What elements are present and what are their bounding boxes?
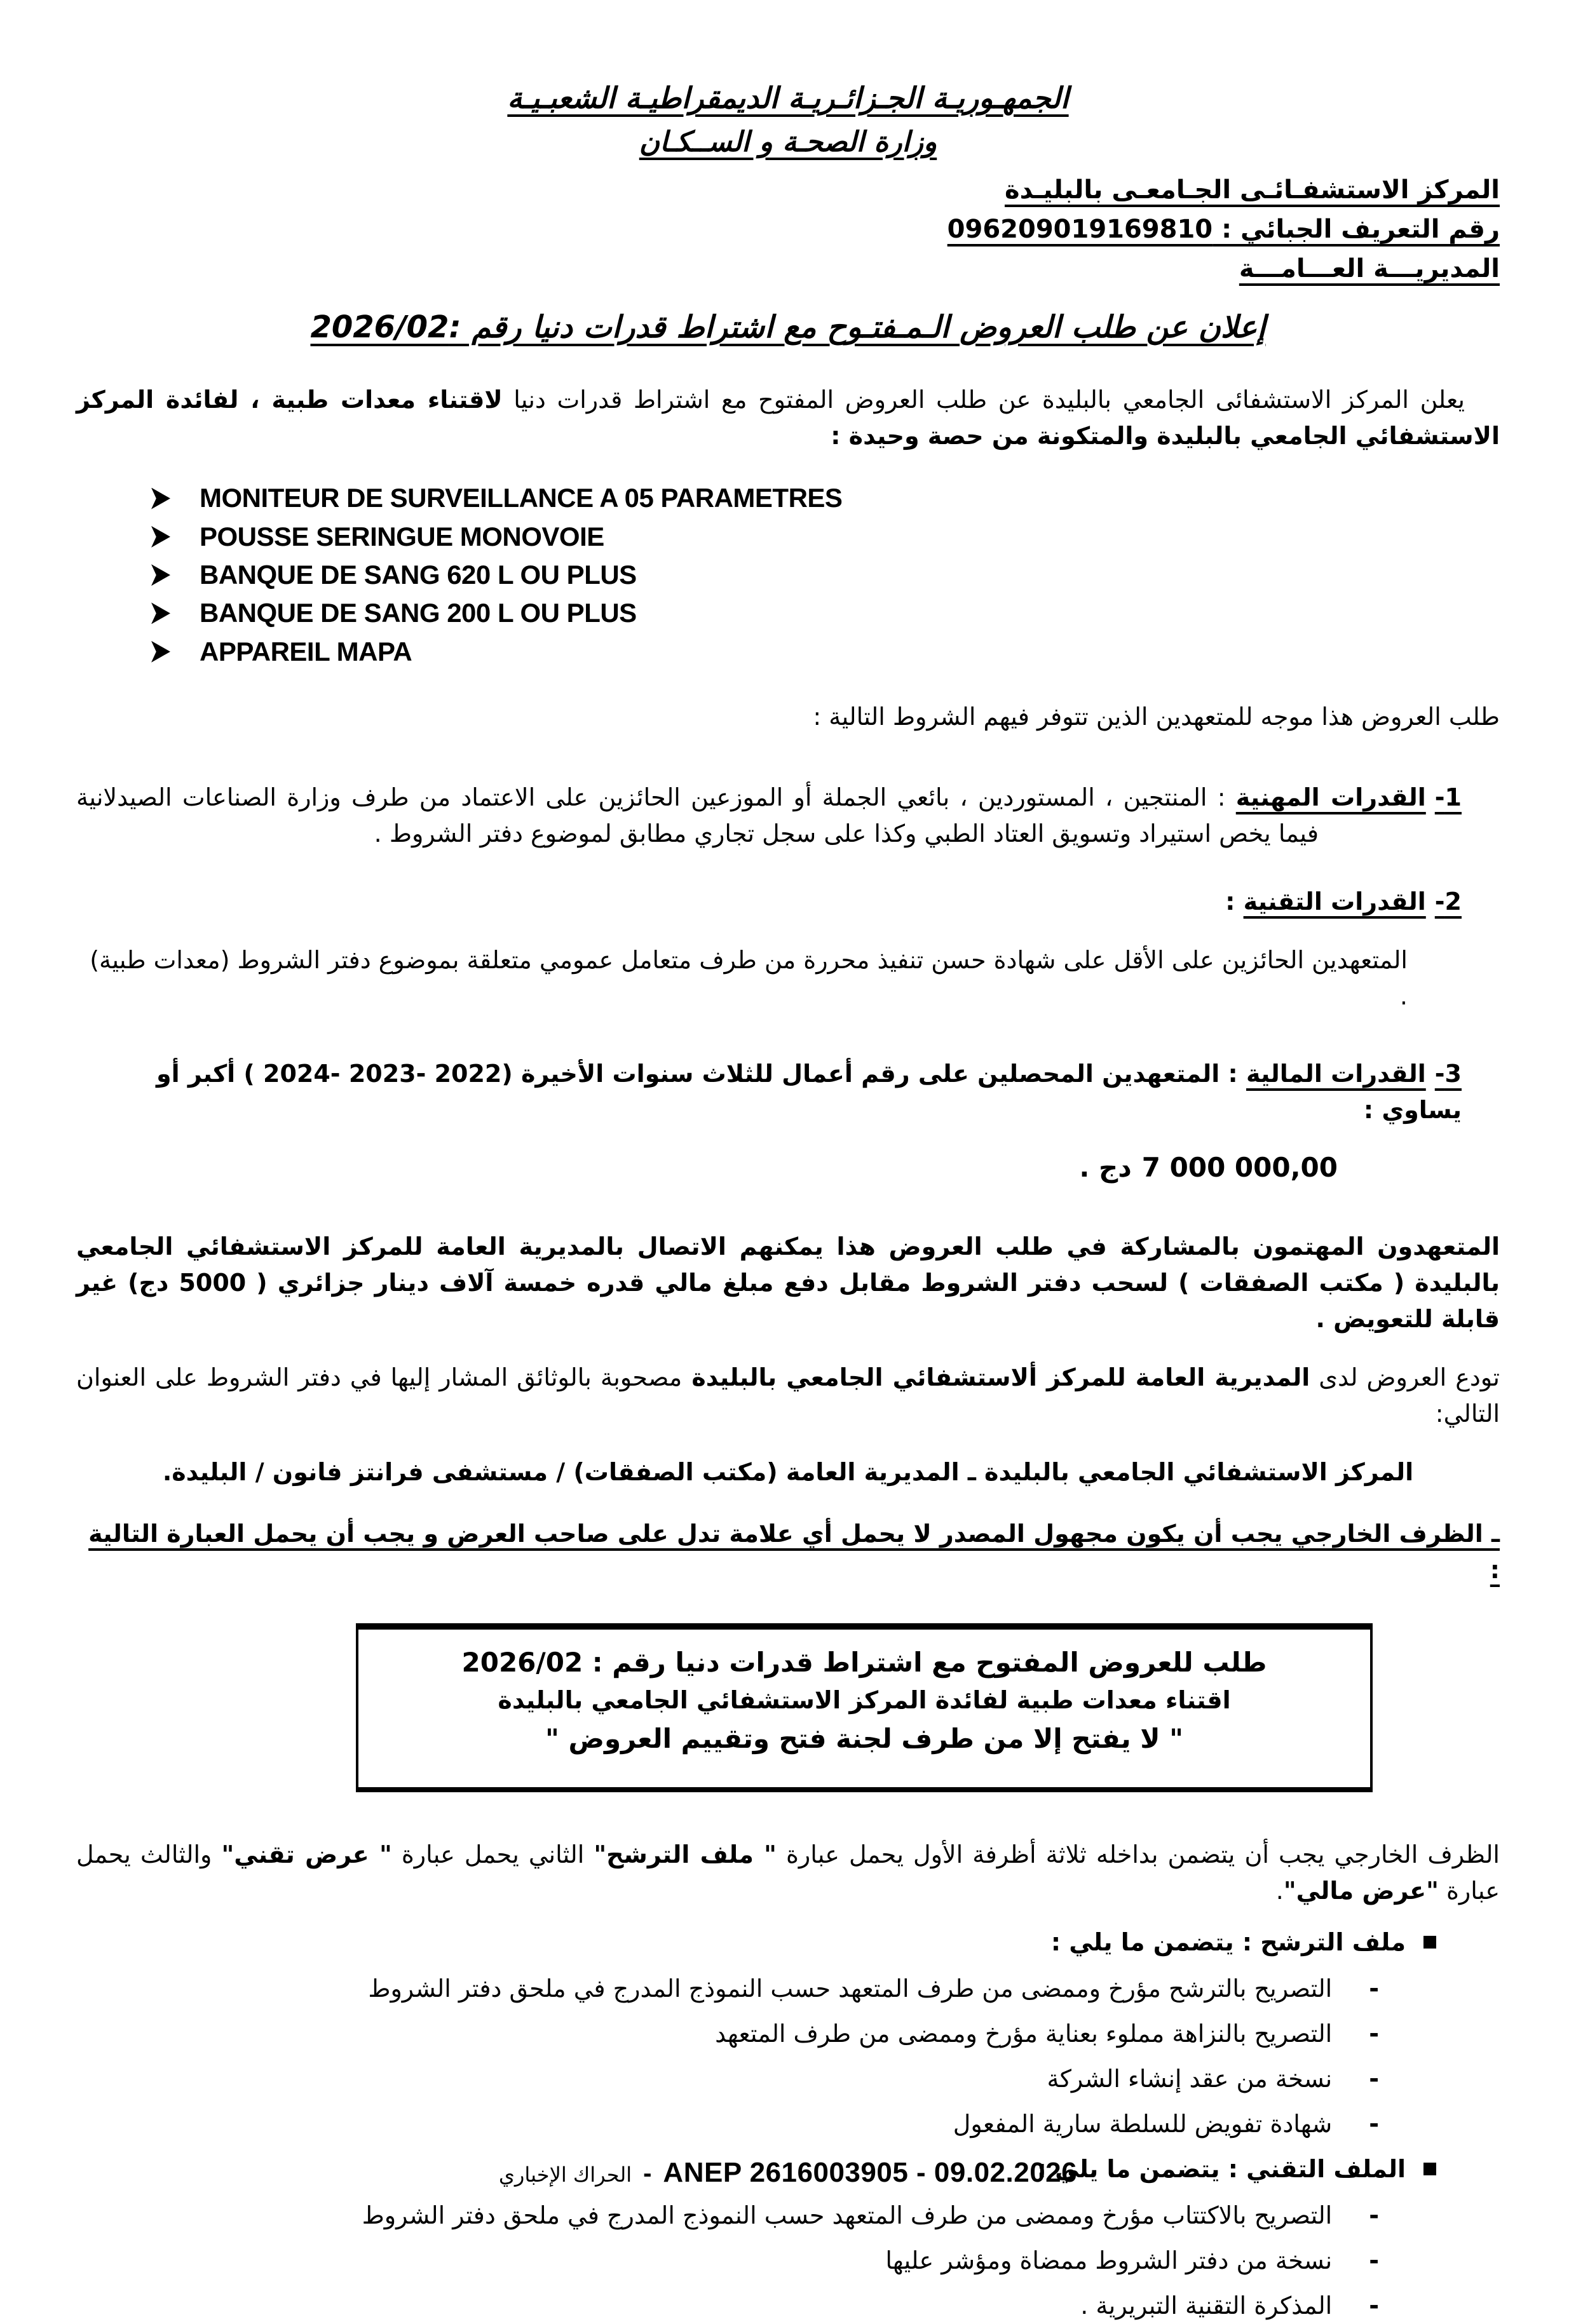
dash-bullet: -: [1369, 2019, 1379, 2048]
lot-label: APPAREIL MAPA: [200, 636, 412, 666]
lot-label: BANQUE DE SANG 200 L OU PLUS: [200, 598, 637, 628]
square-bullet-icon: [1423, 1936, 1436, 1949]
directorate-name: المديريـــة العـــامـــة: [1239, 253, 1500, 283]
submission-pre-text: تودع العروض لدى: [1310, 1363, 1500, 1391]
dash-bullet: -: [1369, 1974, 1379, 2003]
submission-post-text: مصحوبة بالوثائق المشار إليها في دفتر الشروط على العنوان التالي:: [76, 1363, 1500, 1428]
technical-item-text: التصريح بالاكتتاب مؤرخ وممضى من طرف المتعهد حسب النموذج المدرج في ملحق دفتر الشروط: [362, 2201, 1333, 2229]
section-heading: القدرات المهنية: [1235, 783, 1426, 811]
section-text: المتعهدين المحصلين على رقم أعمال للثلاث سنوات الأخيرة (2022 -2023 -2024 ) أكبر أو يساوي :: [156, 1059, 1462, 1124]
inner-env-financial-label: "عرض مالي": [1283, 1876, 1439, 1905]
issuer-block: [76, 170, 1500, 288]
republic-heading: [76, 79, 1500, 118]
section-technical-capacities-text: المتعهدين الحائزين على الأقل على شهادة حسن تنفيذ محررة من طرف متعامل عمومي متعلقة بموضوع دفتر الشروط (معدات طبية) .: [90, 945, 1408, 1010]
eligibility-intro: طلب العروض هذا موجه للمتعهدين الذين تتوفر فيهم الشروط التالية :: [813, 702, 1500, 731]
candidacy-item-text: شهادة تفويض للسلطة سارية المفعول: [953, 2109, 1333, 2138]
arrow-bullet-icon: [151, 526, 170, 548]
outer-envelope-rule-text: ـ الظرف الخارجي يجب أن يكون مجهول المصدر لا يحمل أي علامة تدل على صاحب العرض و يجب أن يحمل العبارة التالية :: [88, 1519, 1500, 1584]
candidacy-item: [76, 2106, 1500, 2142]
dash-bullet: -: [1369, 2064, 1379, 2093]
intro-normal-text: يعلن المركز الاستشفائى الجامعي بالبليدة عن طلب العروض المفتوح مع اشتراط قدرات دنيا: [502, 386, 1465, 414]
section-separator: :: [1225, 887, 1244, 915]
section-number: 3-: [1434, 1059, 1462, 1088]
inner-env-technical-label: " عرض تقني": [221, 1840, 392, 1868]
inner-env-text: الثاني يحمل عبارة: [391, 1840, 594, 1868]
section-professional-capacities: [76, 780, 1500, 852]
republic-text: الجمهـوريـة الجـزائـريـة الديمقراطيـة الشعبـيـة: [507, 81, 1069, 115]
lot-label: BANQUE DE SANG 620 L OU PLUS: [200, 559, 637, 590]
inner-env-candidacy-label: " ملف الترشح": [594, 1840, 777, 1868]
turnover-amount: [76, 1147, 1500, 1187]
lot-item: [151, 560, 1500, 590]
section-number: 2-: [1434, 887, 1462, 915]
arrow-bullet-icon: [151, 488, 170, 510]
section-separator: :: [1219, 1059, 1246, 1088]
envelope-label-box: [356, 1623, 1373, 1792]
section-separator: :: [1207, 783, 1236, 811]
establishment-name: المركز الاستشفـائـى الجـامعـى بالبليـدة: [1004, 175, 1500, 205]
participation-paragraph: المتعهدون المهتمون بالمشاركة في طلب العروض هذا يمكنهم الاتصال بالمديرية العامة للمركز الاستشفائي الجامعي بالبليدة ( مكتب الصفقات ) لسحب دفتر الشروط مقابل دفع مبلغ مالي قدره خمسة آلاف دينار جزائري ( 5000 دج) غير قابلة للتعويض .: [76, 1232, 1500, 1333]
candidacy-item: [76, 1971, 1500, 2007]
lot-item: [151, 637, 1500, 667]
ministry-text: وزارة الصحـة و الســكـان: [639, 125, 937, 158]
notice-title: [76, 307, 1500, 347]
directorate-line: [76, 249, 1500, 288]
candidacy-file-heading: [76, 1924, 1500, 1961]
candidacy-item: [76, 2016, 1500, 2052]
candidacy-file-title: ملف الترشح : يتضمن ما يلي :: [1050, 1928, 1406, 1956]
envelope-label-line2: اقتناء معدات طبية لفائدة المركز الاستشفائي الجامعي بالبليدة: [498, 1686, 1231, 1714]
arrow-bullet-icon: [151, 602, 170, 624]
inner-env-text: والثالث يحمل عبارة: [76, 1840, 1500, 1905]
submission-bold-text: المديرية العامة للمركز ألاستشفائي الجامعي بالبليدة: [682, 1363, 1310, 1391]
dash-bullet: -: [1369, 2291, 1379, 2320]
intro-bold-text: لاقتناء معدات طبية ، لفائدة المركز الاستشفائي الجامعي بالبليدة والمتكونة من حصة وحيدة :: [76, 386, 1500, 450]
lots-list: [76, 483, 1500, 666]
technical-item: [76, 2243, 1500, 2279]
arrow-bullet-icon: [151, 564, 170, 586]
footer-separator: -: [643, 2159, 652, 2187]
outer-envelope-rule: [76, 1516, 1500, 1588]
dash-bullet: -: [1369, 2201, 1379, 2229]
candidacy-item-text: نسخة من عقد إنشاء الشركة: [1047, 2064, 1333, 2093]
section-number: 1-: [1434, 783, 1462, 811]
submission-address: المركز الاستشفائي الجامعي بالبليدة ـ المديرية العامة (مكتب الصفقات) / مستشفى فرانتز فانون / البليدة.: [162, 1457, 1414, 1486]
inner-env-text: الظرف الخارجي يجب أن يتضمن بداخله ثلاثة أظرفة الأول يحمل عبارة: [776, 1840, 1500, 1868]
candidacy-item: [76, 2061, 1500, 2097]
candidacy-item-text: التصريح بالترشح مؤرخ وممضى من طرف المتعهد حسب النموذج المدرج في ملحق دفتر الشروط: [368, 1974, 1333, 2003]
ministry-heading: [76, 124, 1500, 160]
notice-title-text: إعلان عن طلب العروض الـمـفتـوح مع اشتراط قدرات دنيا رقم :2026/02: [310, 309, 1266, 345]
inner-env-text: .: [1275, 1876, 1284, 1905]
lot-item: [151, 483, 1500, 513]
amount-number: 7 000 000,00: [1141, 1151, 1338, 1183]
lot-label: MONITEUR DE SURVEILLANCE A 05 PARAMETRES: [200, 483, 843, 513]
envelope-label-line3: " لا يفتح إلا من طرف لجنة فتح وتقييم العروض ": [545, 1722, 1184, 1754]
arrow-bullet-icon: [151, 641, 170, 663]
section-technical-capacities-heading: [76, 884, 1500, 920]
dash-bullet: -: [1369, 2246, 1379, 2274]
section-text: المنتجين ، المستوردين ، بائعي الجملة أو الموزعين الحائزين على الاعتماد من طرف وزارة الصناعات الصيدلانية فيما يخص استيراد وتسويق العتاد الطبي وكذا على سجل تجاري مطابق لموضوع دفتر الشروط .: [76, 783, 1319, 848]
intro-paragraph: [76, 382, 1500, 454]
envelope-label-line1: طلب للعروض المفتوح مع اشتراط قدرات دنيا رقم : 2026/02: [461, 1646, 1267, 1678]
tax-id-value: رقم التعريف الجبائي : 096209019169810: [947, 214, 1500, 244]
technical-file-title: الملف التقني : يتضمن ما يلي :: [1036, 2154, 1406, 2183]
lot-item: [151, 598, 1500, 628]
footer-anep-reference: ANEP 2616003905 - 09.02.2026: [663, 2157, 1078, 2188]
section-heading: القدرات التقنية: [1243, 887, 1426, 915]
technical-item: [76, 2288, 1500, 2324]
footer-arabic-text: الحراك الإخباري: [498, 2163, 632, 2187]
lot-item: [151, 522, 1500, 552]
lot-label: POUSSE SERINGUE MONOVOIE: [200, 521, 604, 551]
dash-bullet: -: [1369, 2109, 1379, 2138]
inner-envelopes-paragraph: [76, 1837, 1500, 1909]
technical-item: [76, 2198, 1500, 2234]
tax-id-line: [76, 210, 1500, 249]
technical-item-text: المذكرة التقنية التبريرية .: [1080, 2291, 1333, 2320]
technical-item-text: نسخة من دفتر الشروط ممضاة ومؤشر عليها: [885, 2246, 1333, 2274]
submission-paragraph: [76, 1360, 1500, 1432]
section-heading: القدرات المالية: [1246, 1059, 1426, 1088]
section-financial-capacities: [76, 1056, 1500, 1128]
candidacy-item-text: التصريح بالنزاهة مملوء بعناية مؤرخ وممضى من طرف المتعهد: [715, 2019, 1333, 2048]
amount-currency: دج .: [1079, 1151, 1132, 1183]
establishment-line: [76, 170, 1500, 210]
anep-footer: [0, 2152, 1576, 2194]
